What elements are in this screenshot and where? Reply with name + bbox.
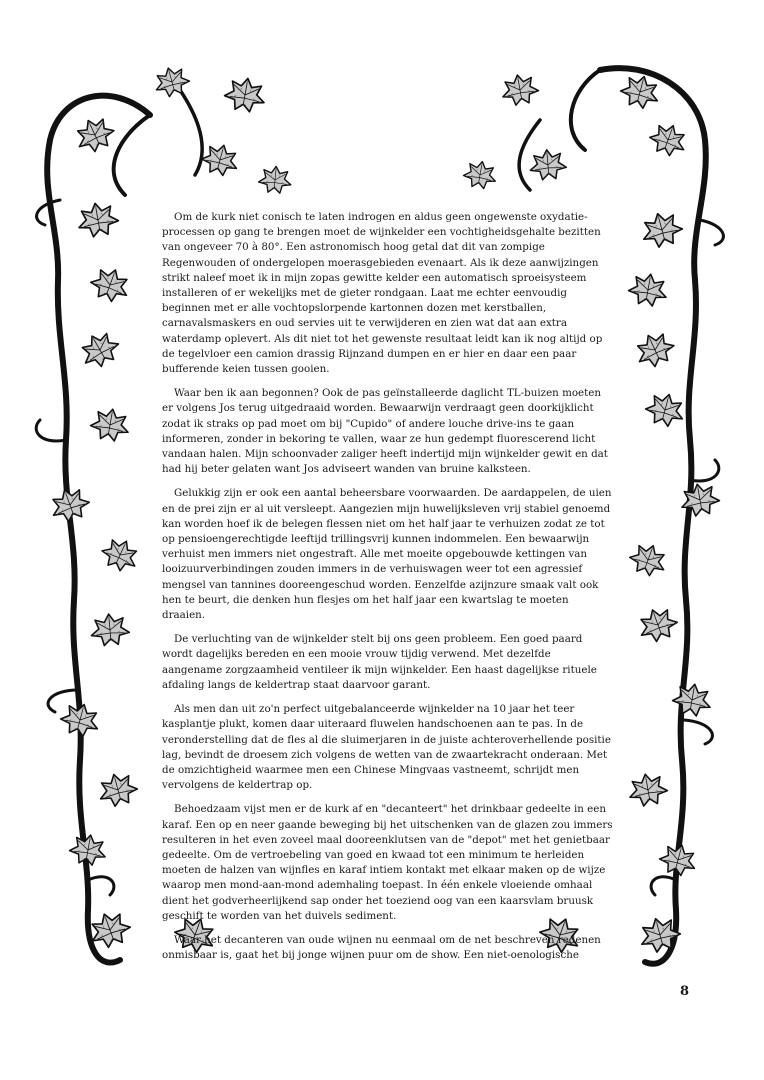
article-body [162,210,614,972]
paragraph-light: Waar ben ik aan begonnen? Ook de pas geïnstalleerde daglicht TL-buizen moeten er volgens Jos terug uitgedraaid worden. Bewaarwijn verdraagt geen doorkijklicht zodat ik straks op pad moet om bij "Cupido" of andere louche drive-ins te gaan informeren, zonder in bekoring te vallen, waar ze hun gedempt fluorescerend licht vandaan halen. Mijn schoonvader zaliger heeft indertijd mijn wijnkelder gewit en dat had hij beter gelaten want Jos adviseert wanden van bruine kalksteen. [162,387,608,476]
paragraph-ventilation: De verluchting van de wijnkelder stelt bij ons geen probleem. Een goed paard wordt dagelijks bereden en een mooie vrouw tijdig verwend. Met dezelfde aangename zorgzaamheid ventileer ik mijn wijnkelder. Een haast dagelijkse rituele afdaling langs de keldertrap staat daarvoor garant. [162,633,597,691]
paragraph-young-wines: Waar het decanteren van oude wijnen nu eenmaal om de net beschreven redenen onmisbaar is, gaat het bij jonge wijnen puur om de show. Een niet-oenologische [162,933,601,962]
paragraph-retrieval: Als men dan uit zo'n perfect uitgebalanceerde wijnkelder na 10 jaar het teer kasplantje plukt, komen daar uiteraard fluwelen handschoenen aan te pas. In de veronderstelling dat de fles al die sluimerjaren in de juiste achteroverhellende positie lag, bevindt de droesem zich volgens de wetten van de zwaartekracht onderaan. Met de omzichtigheid waarmee men een Chinese Mingvaas vastneemt, schrijdt men vervolgens de keldertrap op. [162,703,611,792]
paragraph-conditions: Gelukkig zijn er ook een aantal beheersbare voorwaarden. De aardappelen, de uien en de prei zijn er al uit versleept. Aangezien mijn huwelijksleven vrij stabiel genoemd kan worden hoef ik de belegen flessen niet om het half jaar te verhuizen zodat ze tot op pensioengerechtigde leeftijd trillingsvrij kunnen indommelen. Een bewaarwijn verhuist men immers niet ongestraft. Alle met moeite opgebouwde kettingen van looizuurverbindingen zouden immers in de verhuiswagen weer tot een agressief mengsel van tannines dooreengeschud worden. Eenzelfde azijnzure smaak valt ook hen te beurt, die denken hun flesjes om het half jaar een kwartslag te moeten draaien. [162,487,612,622]
paragraph-humidity: Om de kurk niet conisch te laten indrogen en aldus geen ongewenste oxydatie-processen op gang te brengen moet de wijnkelder een vochtigheidsgehalte bezitten van ongeveer 70 à 80°. Een astronomisch hoog getal dat dit van zompige Regenwouden of ondergelopen moerasgebieden evenaart. Als ik deze aanwijzingen strikt naleef moet ik in mijn zopas gewitte kelder een automatisch sproeisysteem installeren of er wekelijks met de gieter rondgaan. Laat me echter eenvoudig beginnen met er alle vochtopslorpende kartonnen dozen met kerstballen, carnavalsmaskers en oud servies uit te verwijderen en zien wat dat aan extra waterdamp oplevert. Als dit niet tot het gewenste resultaat leidt kan ik nog altijd op de tegelvloer een camion drassig Rijnzand dumpen en er hier en daar een paar bufferende keien tussen gooien. [162,211,603,376]
page-number: 8 [680,984,690,999]
paragraph-decanting: Behoedzaam vijst men er de kurk af en "decanteert" het drinkbaar gedeelte in een karaf. Een op en neer gaande beweging bij het uitschenken van de glazen zou immers resulteren in het even zoveel maal dooreenklutsen van de "depot" met het genietbaar gedeelte. Om de vertroebeling van goed en kwaad tot een minimum te herleiden moeten de halzen van wijnfles en karaf intiem kontakt met elkaar maken op de wijze waarop men mond-aan-mond ademhaling toepast. In één enkele vloeiende omhaal dient het godverheerlijkend sap onder het toeziend oog van een kaarsvlam bruusk geschift te worden van het duivels sediment. [162,803,613,922]
